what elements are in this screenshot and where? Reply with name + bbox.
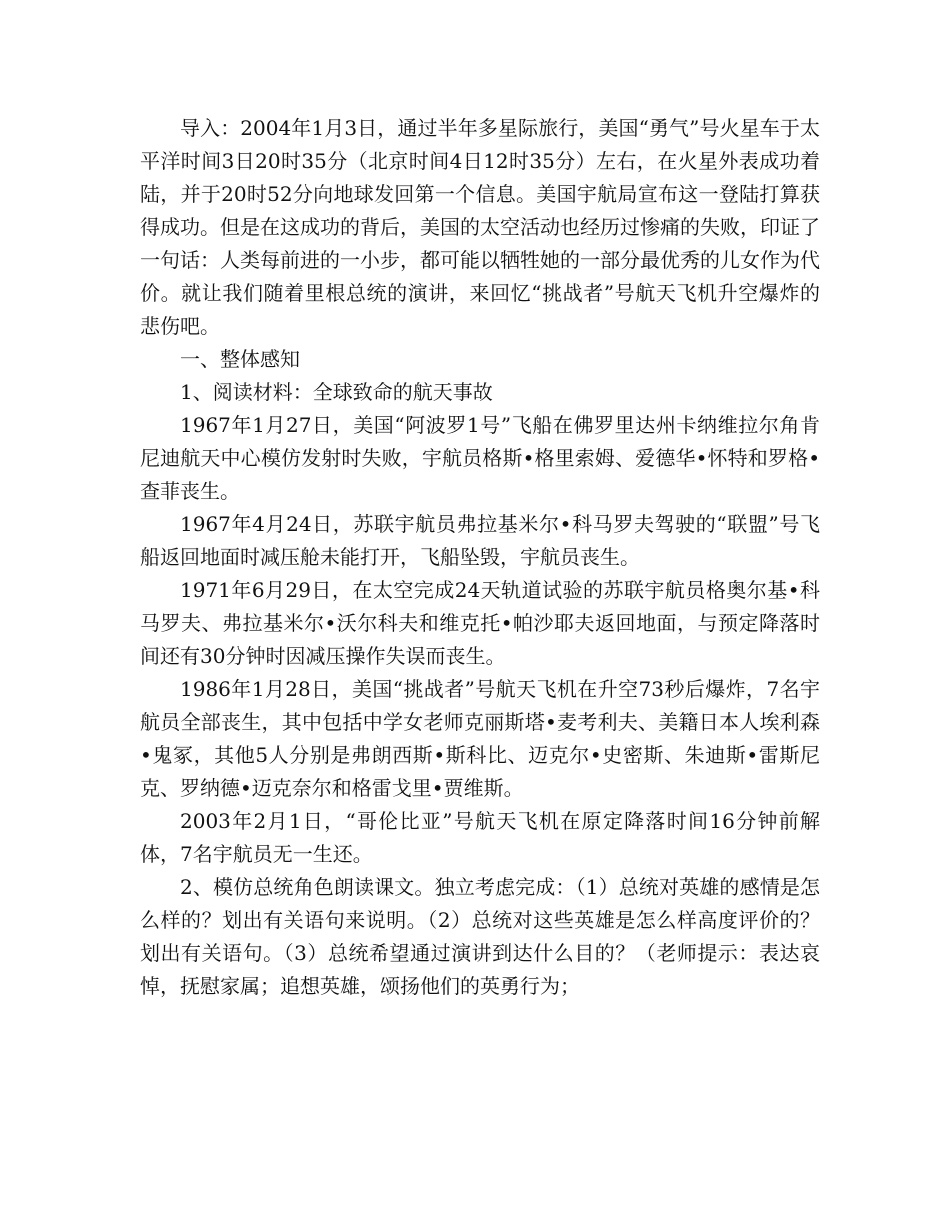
event-paragraph-2003: 2003年2月1日，“哥伦比亚”号航天飞机在原定降落时间16分钟前解体，7名宇航员无一生还。	[140, 809, 820, 866]
event-paragraph-1967-jan: 1967年1月27日，美国“阿波罗1号”飞船在佛罗里达州卡纳维拉尔角肯尼迪航天中心模仿发射时失败，宇航员格斯•格里索姆、爱德华•怀特和罗格•查菲丧生。	[140, 413, 820, 503]
intro-paragraph: 导入：2004年1月3日，通过半年多星际旅行，美国“勇气”号火星车于太平洋时间3日20时35分（北京时间4日12时35分）左右，在火星外表成功着陆，并于20时52分向地球发回第一个信息。美国宇航局宣布这一登陆打算获得成功。但是在这成功的背后，美国的太空活动也经历过惨痛的失败，印证了一句话：人类每前进的一小步，都可能以牺牲她的一部分最优秀的儿女作为代价。就让我们随着里根总统的演讲，来回忆“挑战者”号航天飞机升空爆炸的悲伤吧。	[140, 116, 820, 338]
event-paragraph-1986: 1986年1月28日，美国“挑战者”号航天飞机在升空73秒后爆炸，7名宇航员全部丧生，其中包括中学女老师克丽斯塔•麦考利夫、美籍日本人埃利森•鬼冢，其他5人分别是弗朗西斯•斯科比、迈克尔•史密斯、朱迪斯•雷斯尼克、罗纳德•迈克奈尔和格雷戈里•贾维斯。	[140, 677, 820, 800]
event-paragraph-1971: 1971年6月29日，在太空完成24天轨道试验的苏联宇航员格奥尔基•科马罗夫、弗拉基米尔•沃尔科夫和维克托•帕沙耶夫返回地面，与预定降落时间还有30分钟时因减压操作失误而丧生。	[140, 578, 820, 668]
event-paragraph-1967-apr: 1967年4月24日，苏联宇航员弗拉基米尔•科马罗夫驾驶的“联盟”号飞船返回地面时减压舱未能打开，飞船坠毁，宇航员丧生。	[140, 512, 820, 569]
section-heading-overall-perception: 一、整体感知	[180, 347, 300, 371]
reading-material-heading: 1、阅读材料：全球致命的航天事故	[180, 380, 493, 404]
document-page	[140, 112, 820, 1003]
reading-task-paragraph: 2、模仿总统角色朗读课文。独立考虑完成：（1）总统对英雄的感情是怎么样的？划出有关语句来说明。（2）总统对这些英雄是怎么样高度评价的？划出有关语句。（3）总统希望通过演讲到达什么目的？（老师提示：表达哀悼，抚慰家属；追想英雄，颂扬他们的英勇行为；	[140, 875, 820, 998]
